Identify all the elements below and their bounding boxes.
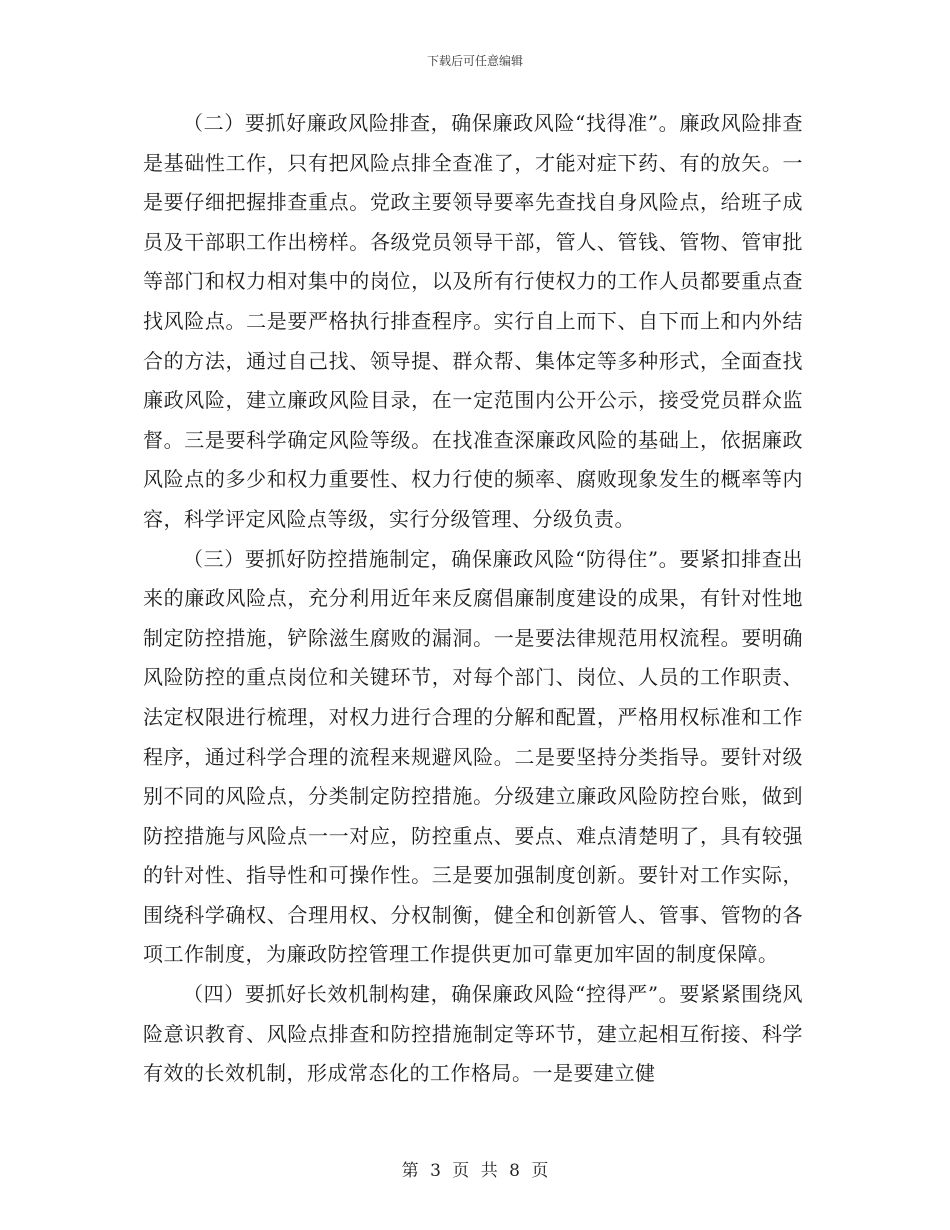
paragraph-section-2: （二）要抓好廉政风险排查，确保廉政风险“找得准”。廉政风险排查是基础性工作，只有把风险点排全查准了，才能对症下药、有的放矢。一是要仔细把握排查重点。党政主要领导要率先查找自身风险点，给班子成员及干部职工作出榜样。各级党员领导干部，管人、管钱、管物、管审批等部门和权力相对集中的岗位，以及所有行使权力的工作人员都要重点查找风险点。二是要严格执行排查程序。实行自上而下、自下而上和内外结合的方法，通过自己找、领导提、群众帮、集体定等多种形式，全面查找廉政风险，建立廉政风险目录，在一定范围内公开公示，接受党员群众监督。三是要科学确定风险等级。在找准查深廉政风险的基础上，依据廉政风险点的多少和权力重要性、权力行使的频率、腐败现象发生的概率等内容，科学评定风险点等级，实行分级管理、分级负责。: [143, 111, 803, 531]
paragraph-section-4: （四）要抓好长效机制构建，确保廉政风险“控得严”。要紧紧围绕风险意识教育、风险点排查和防控措施制定等环节，建立起相互衔接、科学有效的长效机制，形成常态化的工作格局。一是要建立健: [143, 982, 803, 1086]
document-body: [143, 104, 803, 1094]
paragraph-section-3: （三）要抓好防控措施制定，确保廉政风险“防得住”。要紧扣排查出来的廉政风险点，充分利用近年来反腐倡廉制度建设的成果，有针对性地制定防控措施，铲除滋生腐败的漏洞。一是要法律规范用权流程。要明确风险防控的重点岗位和关键环节，对每个部门、岗位、人员的工作职责、法定权限进行梳理，对权力进行合理的分解和配置，严格用权标准和工作程序，通过科学合理的流程来规避风险。二是要坚持分类指导。要针对级别不同的风险点，分类制定防控措施。分级建立廉政风险防控台账，做到防控措施与风险点一一对应，防控重点、要点、难点清楚明了，具有较强的针对性、指导性和可操作性。三是要加强制度创新。要针对工作实际，围绕科学确权、合理用权、分权制衡，健全和创新管人、管事、管物的各项工作制度，为廉政防控管理工作提供更加可靠更加牢固的制度保障。: [143, 546, 803, 967]
page-number-footer: 第 3 页 共 8 页: [401, 1161, 549, 1181]
header-note: 下载后可任意编辑: [426, 54, 523, 68]
